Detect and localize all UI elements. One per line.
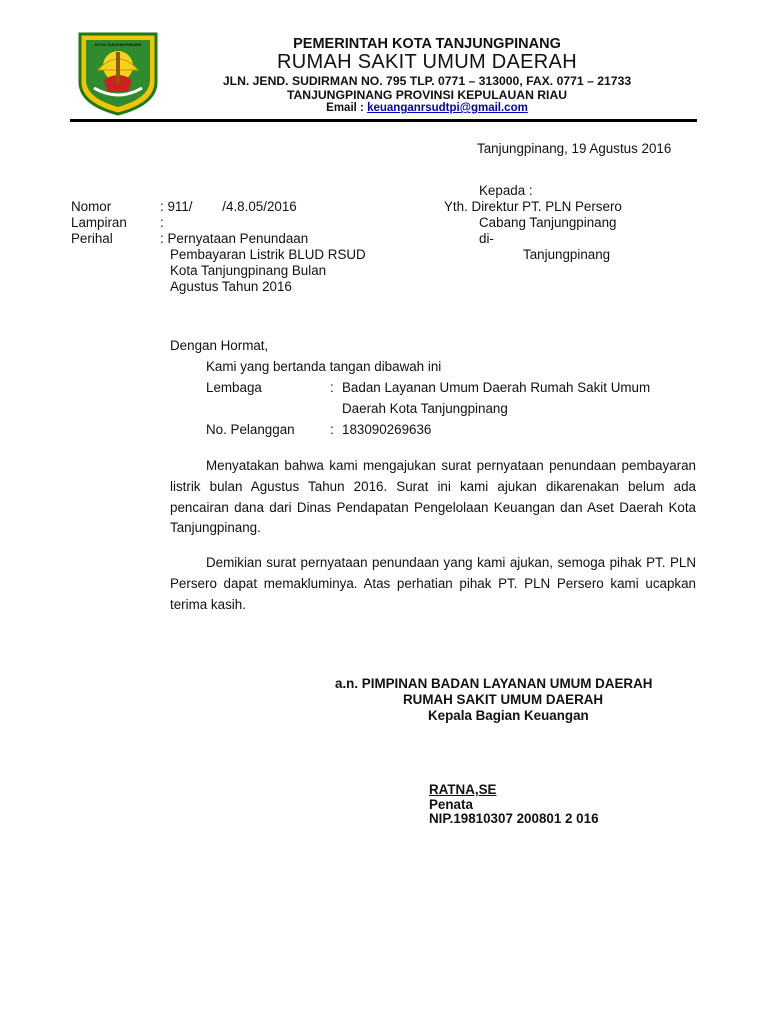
recipient-line3: di- xyxy=(479,231,494,246)
lampiran-label: Lampiran xyxy=(71,215,127,230)
signatory-rank: Penata xyxy=(429,797,473,812)
signature-line1: a.n. PIMPINAN BADAN LAYANAN UMUM DAERAH xyxy=(335,676,653,691)
email-label: Email : xyxy=(326,102,364,114)
recipient-line1: Yth. Direktur PT. PLN Persero xyxy=(444,199,622,214)
lembaga-value: Badan Layanan Umum Daerah Rumah Sakit Umum xyxy=(342,380,651,395)
lembaga-colon: : xyxy=(330,380,334,395)
recipient-kepada: Kepada : xyxy=(479,183,533,198)
pelanggan-colon: : xyxy=(330,422,334,437)
paragraph-text: Demikian surat pernyataan penundaan yang kami ajukan, semoga pihak PT. PLN Persero dapat memakluminya. Atas perhatian pihak PT. PLN Persero kami ucapkan terima kasih. xyxy=(170,555,696,612)
perihal-label: Perihal xyxy=(71,231,113,246)
body-paragraph-2 xyxy=(170,553,696,615)
email-line xyxy=(160,102,694,114)
perihal-line: Agustus Tahun 2016 xyxy=(170,279,292,294)
signature-line3: Kepala Bagian Keuangan xyxy=(428,708,589,723)
pelanggan-label: No. Pelanggan xyxy=(206,422,295,437)
address-line: JLN. JEND. SUDIRMAN NO. 795 TLP. 0771 – 313000, FAX. 0771 – 21733 xyxy=(222,74,632,88)
signatory-name: RATNA,SE xyxy=(429,782,497,797)
paragraph-text: Menyatakan bahwa kami mengajukan surat pernyataan penundaan pembayaran listrik bulan Agustus Tahun 2016. Surat ini kami ajukan dikarenakan belum ada pencairan dana dari Dinas Pendapatan Pengelolaan Keuangan dan Aset Daerah Kota Tanjungpinang. xyxy=(170,458,696,536)
greeting: Dengan Hormat, xyxy=(170,338,269,353)
perihal-line: Kota Tanjungpinang Bulan xyxy=(170,263,327,278)
perihal-line: : Pernyataan Penundaan xyxy=(160,231,309,246)
body-paragraph-1 xyxy=(170,456,696,539)
signatory-nip: NIP.19810307 200801 2 016 xyxy=(429,811,599,826)
intro-line: Kami yang bertanda tangan dibawah ini xyxy=(206,359,442,374)
city-province-line: TANJUNGPINANG PROVINSI KEPULAUAN RIAU xyxy=(286,88,568,102)
institution-name: RUMAH SAKIT UMUM DAERAH xyxy=(277,51,577,73)
logo-lettering: KOTA TANJUNGPINANG xyxy=(94,42,142,47)
email-link[interactable]: keuanganrsudtpi@gmail.com xyxy=(367,102,528,114)
pelanggan-value: 183090269636 xyxy=(342,422,432,437)
lembaga-value: Daerah Kota Tanjungpinang xyxy=(342,401,508,416)
date-line: Tanjungpinang, 19 Agustus 2016 xyxy=(477,141,672,156)
signature-line2: RUMAH SAKIT UMUM DAERAH xyxy=(403,692,604,707)
perihal-line: Pembayaran Listrik BLUD RSUD xyxy=(170,247,366,262)
nomor-label: Nomor xyxy=(71,199,112,214)
recipient-line4: Tanjungpinang xyxy=(523,247,611,262)
lampiran-value: : xyxy=(160,215,164,230)
lembaga-label: Lembaga xyxy=(206,380,262,395)
letterhead-divider xyxy=(70,119,697,122)
nomor-value: : 911/ /4.8.05/2016 xyxy=(160,199,297,214)
recipient-line2: Cabang Tanjungpinang xyxy=(479,215,617,230)
city-logo xyxy=(76,30,160,116)
government-name: PEMERINTAH KOTA TANJUNGPINANG xyxy=(293,36,561,52)
